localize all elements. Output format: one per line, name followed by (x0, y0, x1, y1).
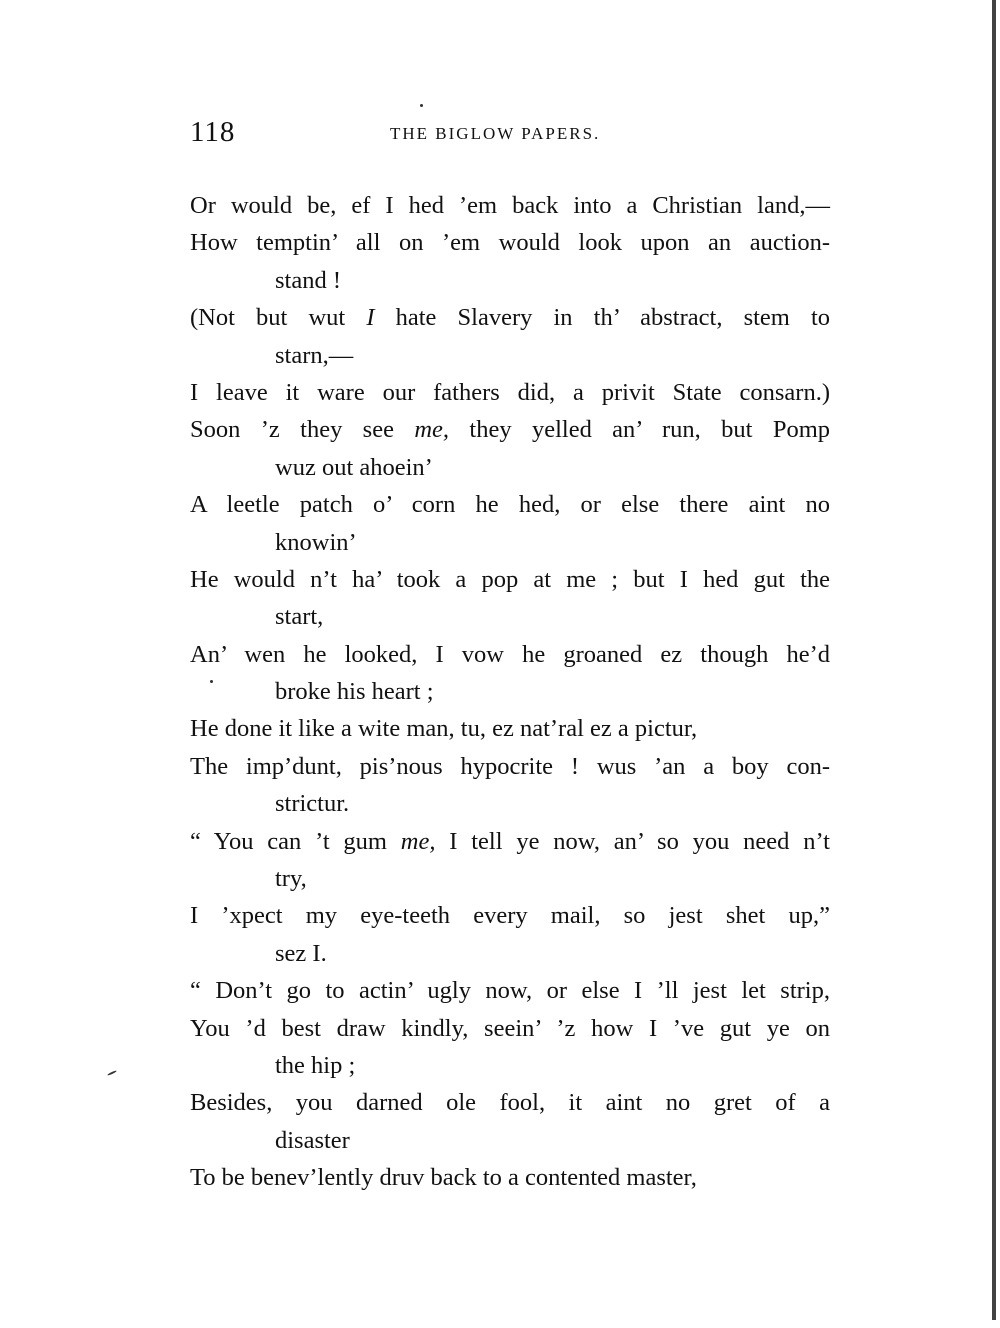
line-text: wuz out ahoein’ (275, 453, 433, 481)
line-text: strictur. (275, 790, 350, 818)
line-text: Or would be, ef I hed ’em back into a Christian land,— (190, 192, 830, 219)
italic-text: me, (414, 416, 450, 444)
poem-line (190, 411, 830, 448)
line-text: broke his heart ; (275, 678, 434, 706)
running-title: THE BIGLOW PAPERS. (390, 124, 601, 143)
line-text: He would n’t ha’ took a pop at me ; but I hed gut the (190, 565, 830, 593)
line-text: knowin’ (275, 528, 357, 556)
line-text: I ’xpect my eye-teeth every mail, so jest shet up,” (190, 902, 830, 930)
poem-line-continuation (190, 524, 830, 561)
ink-speck (107, 1070, 117, 1076)
line-text: The imp’dunt, pis’nous hypocrite ! wus ’an a boy con- (190, 752, 830, 780)
poem-line-continuation (190, 1122, 830, 1159)
poem-line-continuation (190, 337, 830, 374)
page-number: 118 (190, 116, 236, 148)
line-text: start, (275, 603, 324, 631)
poem-line (190, 1084, 830, 1121)
line-text: starn,— (275, 341, 354, 369)
poem-line (190, 972, 830, 1009)
line-text: To be benev’lently druv back to a contented master, (190, 1164, 697, 1192)
line-text: He done it like a wite man, tu, ez nat’ral ez a pictur, (190, 715, 698, 743)
poem-line (190, 1159, 830, 1196)
line-text: try, (275, 865, 307, 893)
line-text: disaster (275, 1126, 350, 1154)
poem-line (190, 897, 830, 934)
poem-line (190, 748, 830, 785)
line-text: “ Don’t go to actin’ ugly now, or else I ’ll jest let strip, (190, 977, 830, 1005)
line-text: An’ wen he looked, I vow he groaned ez though he’d (190, 640, 830, 668)
line-text: “ You can ’t gum (190, 827, 401, 855)
poem-line-continuation (190, 1047, 830, 1084)
line-text: hate Slavery in th’ abstract, stem to (374, 304, 831, 332)
line-text: A leetle patch o’ corn he hed, or else there aint no (190, 491, 830, 519)
italic-text: I (366, 304, 375, 332)
poem-line-continuation (190, 785, 830, 822)
poem-line-continuation (190, 598, 830, 635)
poem-line (190, 636, 830, 673)
line-text: sez I. (275, 939, 327, 967)
ink-speck (420, 104, 423, 107)
poem-line (190, 561, 830, 598)
poem-line-continuation (190, 860, 830, 897)
poem-line (190, 299, 830, 336)
line-text: I leave it ware our fathers did, a privit State consarn.) (190, 378, 830, 406)
poem-line-continuation (190, 449, 830, 486)
italic-text: me, (400, 827, 436, 855)
poem-line (190, 486, 830, 523)
line-text: they yelled an’ run, but Pomp (449, 416, 831, 444)
line-text: (Not but wut (190, 304, 367, 332)
line-text: Besides, you darned ole fool, it aint no gret of a (190, 1089, 830, 1117)
line-text: Soon ’z they see (190, 416, 415, 444)
poem-line (190, 187, 830, 224)
poem-text (190, 187, 830, 1197)
line-text: stand ! (275, 266, 341, 294)
page-binding-edge (992, 0, 996, 1320)
ink-speck (210, 680, 213, 683)
poem-line (190, 1010, 830, 1047)
line-text: I tell ye now, an’ so you need n’t (435, 827, 830, 855)
poem-line-continuation (190, 262, 830, 299)
page-header (190, 116, 830, 152)
line-text: You ’d best draw kindly, seein’ ’z how I ’ve gut ye on (190, 1014, 830, 1042)
poem-line (190, 710, 830, 747)
poem-line-continuation (190, 935, 830, 972)
line-text: How temptin’ all on ’em would look upon an auction- (190, 229, 830, 257)
poem-line (190, 224, 830, 261)
poem-line-continuation (190, 673, 830, 710)
poem-line (190, 374, 830, 411)
poem-line (190, 823, 830, 860)
line-text: the hip ; (275, 1051, 356, 1079)
